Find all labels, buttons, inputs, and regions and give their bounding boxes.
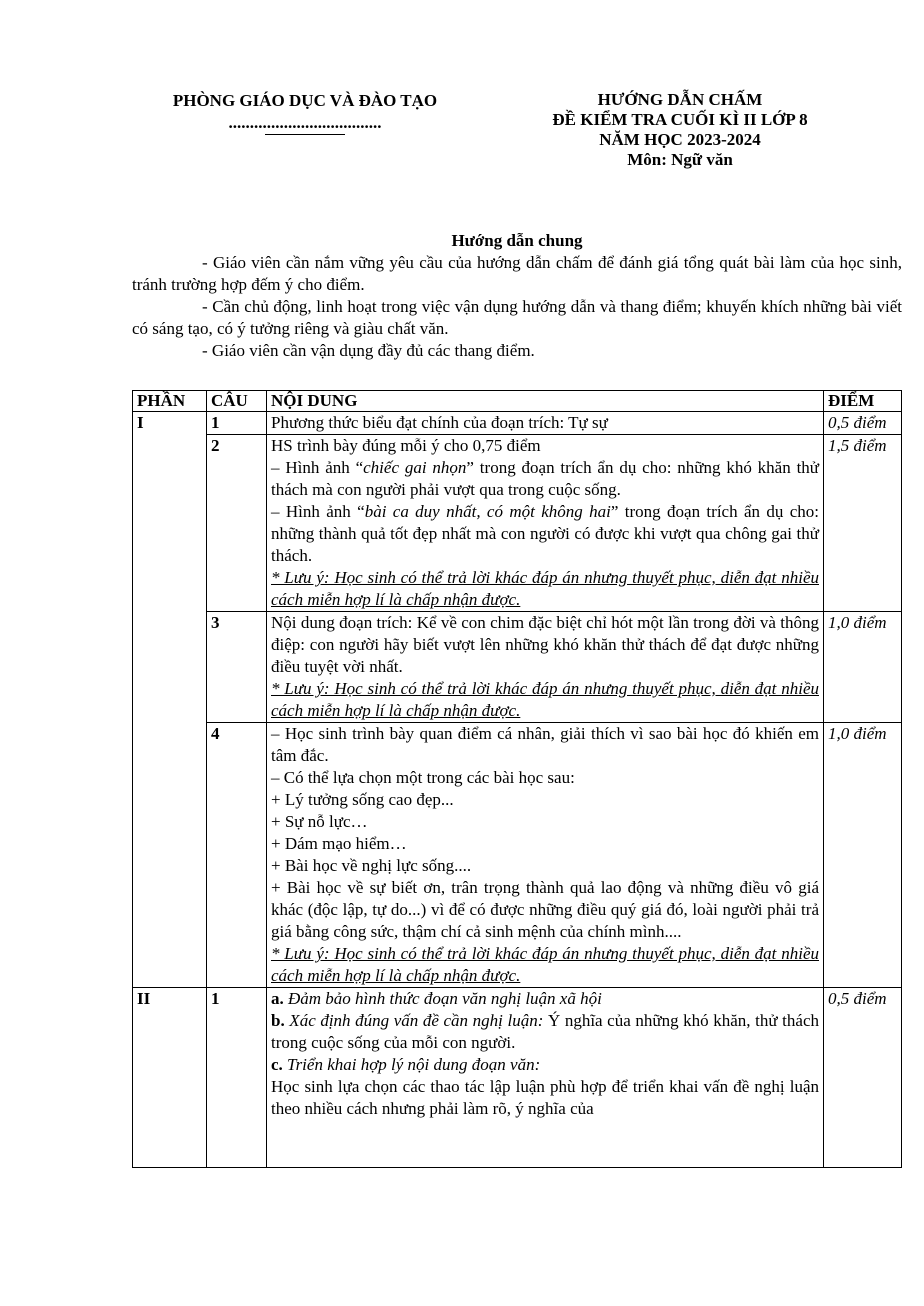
header-right: [515, 90, 845, 170]
header-content: NỘI DUNG: [267, 391, 824, 412]
general-guidance: [132, 230, 902, 362]
general-point-2: - Cần chủ động, linh hoạt trong việc vận dụng hướng dẫn và thang điểm; khuyến khích những bài viết có sáng tạo, có ý tưởng riêng và giàu chất văn.: [132, 297, 902, 338]
doc-title: HƯỚNG DẪN CHẤM: [597, 90, 763, 109]
text-fragment: ” trong đoạn trích ẩn dụ cho: những khó khăn thử thách mà con người phải vượt qua trong cuộc sống.: [271, 458, 820, 499]
content-line: [271, 1054, 819, 1076]
header-part: PHẦN: [133, 391, 207, 412]
score-cell: 0,5 điểm: [824, 412, 902, 435]
table-row: [133, 412, 902, 435]
score-cell: 1,0 điểm: [824, 612, 902, 723]
content-line: – Có thể lựa chọn một trong các bài học sau:: [271, 768, 575, 787]
content-line: + Bài học về sự biết ơn, trân trọng thành quả lao động và những điều vô giá khác (độc lập, tự do...) vì để có được những điều quý giá đó, loài người phải trả giá bằng công sức, thậm chí cả sinh mệnh của chính mình....: [271, 878, 819, 941]
content-cell: [267, 412, 824, 435]
table-row: [133, 988, 902, 1168]
score-cell: 1,0 điểm: [824, 723, 902, 988]
score-cell: 0,5 điểm: [824, 988, 902, 1168]
header-question: CÂU: [207, 391, 267, 412]
content-line: + Sự nỗ lực…: [271, 812, 368, 831]
content-line: [271, 988, 819, 1010]
department-dots: ....................................: [228, 113, 382, 132]
part-cell: I: [133, 412, 207, 988]
content-cell: [267, 988, 824, 1168]
item-label: b.: [271, 1011, 285, 1030]
content-cell: [267, 612, 824, 723]
table-row: [133, 435, 902, 612]
note: * Lưu ý: Học sinh có thể trả lời khác đáp án nhưng thuyết phục, diễn đạt nhiều cách miễn hợp lí là chấp nhận được.: [271, 944, 819, 985]
header-score: ĐIỂM: [824, 391, 902, 412]
text-fragment: – Hình ảnh “: [271, 458, 364, 477]
quoted-image: chiếc gai nhọn: [363, 458, 467, 477]
text-fragment: Đảm bảo hình thức đoạn văn nghị luận xã hội: [283, 989, 602, 1008]
text-fragment: – Hình ảnh “: [271, 502, 365, 521]
school-year: NĂM HỌC 2023-2024: [599, 130, 761, 149]
content-line: + Dám mạo hiểm…: [271, 834, 407, 853]
content-line: + Lý tưởng sống cao đẹp...: [271, 790, 454, 809]
header-divider: [265, 134, 345, 135]
content-cell: [267, 435, 824, 612]
general-title: Hướng dẫn chung: [451, 231, 583, 250]
content-cell: [267, 723, 824, 988]
question-cell: 1: [207, 412, 267, 435]
header-left: [132, 90, 478, 135]
question-cell: 4: [207, 723, 267, 988]
general-point-3: - Giáo viên cần vận dụng đầy đủ các thang điểm.: [202, 341, 535, 360]
content-line: + Bài học về nghị lực sống....: [271, 856, 472, 875]
score-cell: 1,5 điểm: [824, 435, 902, 612]
content-line: [271, 457, 819, 501]
question-cell: 3: [207, 612, 267, 723]
question-cell: 2: [207, 435, 267, 612]
table-row: [133, 723, 902, 988]
content-line: [271, 1010, 819, 1054]
note: * Lưu ý: Học sinh có thể trả lời khác đáp án nhưng thuyết phục, diễn đạt nhiều cách miễn hợp lí là chấp nhận được.: [271, 679, 819, 720]
content-line: Học sinh lựa chọn các thao tác lập luận phù hợp để triển khai vấn đề nghị luận theo nhiều cách nhưng phải làm rõ, ý nghĩa của: [271, 1077, 819, 1118]
department-name: PHÒNG GIÁO DỤC VÀ ĐÀO TẠO: [172, 91, 438, 110]
content-line: Nội dung đoạn trích: Kể về con chim đặc biệt chỉ hót một lần trong đời và thông điệp: con người hãy biết vượt lên những khó khăn thử thách để đạt được những điều tuyệt vời nhất.: [271, 613, 819, 676]
item-label: a.: [271, 989, 284, 1008]
table-header-row: [133, 391, 902, 412]
content-line: – Học sinh trình bày quan điểm cá nhân, giải thích vì sao bài học đó khiến em tâm đắc.: [271, 724, 819, 765]
note: * Lưu ý: Học sinh có thể trả lời khác đáp án nhưng thuyết phục, diễn đạt nhiều cách miễn hợp lí là chấp nhận được.: [271, 568, 819, 609]
content-line: Phương thức biểu đạt chính của đoạn trích: Tự sự: [271, 413, 608, 432]
item-label: c.: [271, 1055, 283, 1074]
quoted-image: bài ca duy nhất, có một không hai: [364, 502, 611, 521]
part-cell: II: [133, 988, 207, 1168]
text-fragment: ” trong đoạn trích ẩn dụ cho: những thành quả tốt đẹp nhất mà con người có được khi vượt qua chông gai thử thách.: [271, 502, 819, 565]
text-fragment: Triển khai hợp lý nội dung đoạn văn:: [282, 1055, 541, 1074]
table-row: [133, 612, 902, 723]
question-cell: 1: [207, 988, 267, 1168]
text-fragment: Xác định đúng vấn đề cần nghị luận:: [284, 1011, 544, 1030]
exam-title: ĐỀ KIỂM TRA CUỐI KÌ II LỚP 8: [552, 110, 808, 129]
subject: Môn: Ngữ văn: [627, 150, 733, 169]
grading-table: [132, 390, 902, 1168]
content-line: [271, 501, 819, 567]
text-fragment: Ý nghĩa của những khó khăn, thử thách trong cuộc sống của mỗi con người.: [271, 1011, 819, 1052]
content-line: HS trình bày đúng mỗi ý cho 0,75 điểm: [271, 436, 541, 455]
general-point-1: - Giáo viên cần nắm vững yêu cầu của hướng dẫn chấm để đánh giá tổng quát bài làm của học sinh, tránh trường hợp đếm ý cho điểm.: [132, 253, 902, 294]
